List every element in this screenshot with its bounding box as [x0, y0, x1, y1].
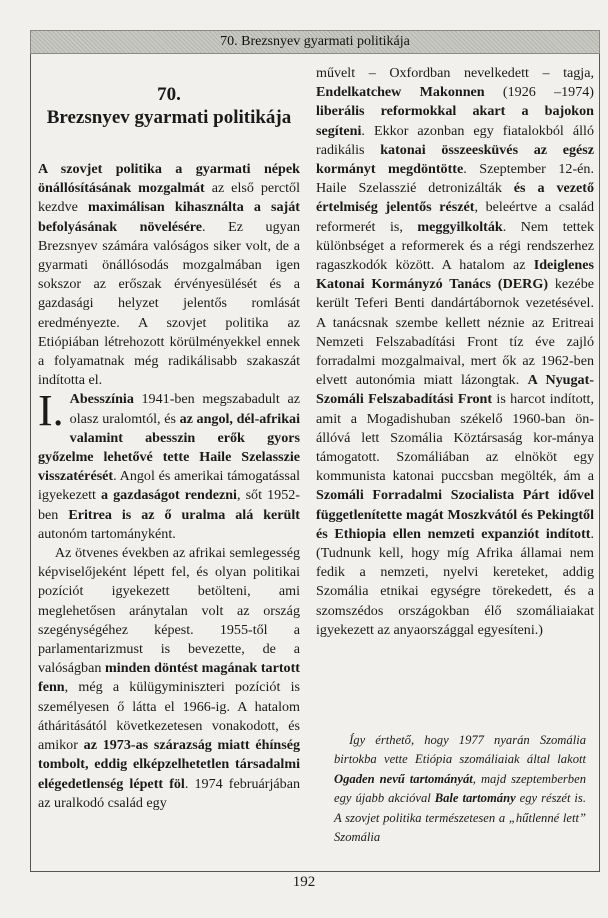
body-text: , sőt 1952-ben	[38, 487, 300, 523]
section-dropcap: I.	[38, 386, 64, 436]
emphasis: Ideiglenes Katonai Kormányzó Tanács (DERG)	[316, 257, 594, 293]
right-column	[316, 64, 594, 640]
section-paragraph	[38, 386, 301, 544]
body-text: . (Tudnunk kell, hogy míg Afrika államai nem fedik a nemzeti, nyelvi kereteket, addig Szomália etnikai egységre törekedett, és a szomszédos országokban élő szomáliaiakat igyekezett az anyaországgal egyesíteni.)	[316, 525, 594, 638]
emphasis: Eritrea is az ő uralma alá került	[68, 506, 301, 523]
body-text: autonóm tartományként.	[38, 525, 176, 542]
body-paragraph	[38, 544, 300, 813]
body-paragraph	[316, 64, 594, 640]
emphasis: és a vezető értelmiség jelentős részét	[316, 180, 594, 216]
caption-text	[334, 731, 586, 847]
left-column	[38, 64, 300, 813]
body-text: . Szeptember 12-én. Haile Szelasszié detronizálták	[316, 161, 594, 197]
emphasis: a gazdaságot rendezni	[101, 487, 237, 504]
emphasis: Abesszínia	[69, 391, 134, 408]
chapter-number: 70.	[157, 84, 181, 105]
body-text: . Nem tettek különbséget a reformerek és a régi rendszerhez ragaszkodók között. A hatalom az	[316, 218, 594, 274]
lead-paragraph	[38, 160, 300, 390]
body-text: . Angol és amerikai támogatással igyekezett	[38, 468, 300, 504]
body-text: kezébe került Teferi Benti dandártábornok vezetésével. A tanácsnak szembe kellett néznie az Eritreai Nemzeti Felszabadítási Front tíz éve zajló forradalmi mozgalmaival, mert ők az 1962-ben elvett autonómia miatt lázongtak.	[316, 276, 594, 389]
caption-span: , majd szeptemberben egy újabb akcióval	[334, 771, 586, 806]
page-number: 192	[292, 874, 316, 890]
body-text: . 1974 februárjában az uralkodó család egy	[38, 775, 301, 811]
emphasis: minden döntést magának tartott fenn	[38, 660, 300, 696]
emphasis: Endelkatchew Makonnen	[316, 84, 485, 101]
running-title: 70. Brezsnyev gyarmati politikája	[220, 34, 410, 49]
running-header	[30, 30, 600, 54]
emphasis: A Nyugat-Szomáli Felszabadítási Front	[316, 372, 594, 408]
lead-text: . Ez ugyan Brezsnyev számára valóságos siker volt, de a gyarmati önállósodás mozgalmában igen sokszor az erőszak érvényesülését és a gazdasági helyzet jelentős romlását eredményezte. A szovjet politika az Etiópiában létrehozott körülményekkel ennek a folyamatnak még radikálisabb szakaszát indította el.	[38, 218, 300, 389]
lead-text: az első perctől kezdve	[38, 180, 300, 216]
emphasis: meggyilkolták	[417, 218, 503, 235]
caption-span: egy részét is. A szovjet politika természetesen a „hűtlenné lett” Szomália	[334, 791, 586, 845]
body-text: Az ötvenes években az afrikai semlegesség képviselőjeként lépett fel, és olyan politikai pozíciót igyekezett betölteni, ami meglehetősen aránytalan volt az ország szegénységéhez képest. 1955-től a parlamentarizmust is bevezette, de a valóságban	[38, 545, 300, 677]
body-text: . Ekkor azonban egy fiatalokból álló radikális	[316, 122, 594, 158]
body-text: (1926 –1974)	[484, 84, 594, 101]
body-text: művelt – Oxfordban nevelkedett – tagja,	[316, 65, 594, 81]
caption-span: Így érthető, hogy 1977 nyarán Szomália birtokba vette Etiópia szomáliaiak által lakott	[334, 733, 586, 767]
caption-emphasis: Ogaden nevű tartományát	[334, 771, 473, 786]
body-text: , még a külügyminiszteri pozíciót is személyesen ő látta el 1966-ig. A hatalom átháritásától következetesen vonakodott, és amikor	[38, 679, 300, 754]
body-text: is harcot indított, amit a Mogadishuban székelő 1960-ban ön-állóvá lett Szomália Köztársaság kor-mánya támogatott. Szomáliában az elnököt egy kommunista katonai puccsban megölték, ám a	[316, 391, 594, 485]
emphasis: az 1973-as szárazság miatt éhínség tombolt, eddig elképzelhetetlen társadalmi elégedetlenség lépett föl	[38, 737, 300, 792]
image-caption	[334, 731, 586, 847]
emphasis: az angol, dél-afrikai valamint abesszin erők gyors győzelme lehetővé tette Haile Szelasszie visszatérését	[38, 410, 301, 485]
caption-emphasis: Bale tartomány	[434, 791, 516, 806]
body-text: 1941-ben megszabadult az olasz uralomtól, és	[69, 391, 300, 427]
body-text: , beleértve a család reformerét is,	[316, 199, 594, 235]
emphasis: liberális reformokkal akart a bajokon segíteni	[316, 103, 594, 139]
lead-bold: A szovjet politika a gyarmati népek önállósításának mozgalmát	[38, 161, 300, 197]
emphasis: katonai összeesküvés az egész kormányt megdöntötte	[316, 141, 595, 178]
emphasis: Szomáli Forradalmi Szocialista Párt idővel függetlenítette magát Moszkvától és Pekingtől és Ethiopia ellen nemzeti expanziót indított	[316, 487, 594, 542]
lead-bold: maximálisan kihasználta a saját befolyásának növelésére	[38, 199, 300, 235]
chapter-title: Brezsnyev gyarmati politikája	[46, 107, 292, 128]
